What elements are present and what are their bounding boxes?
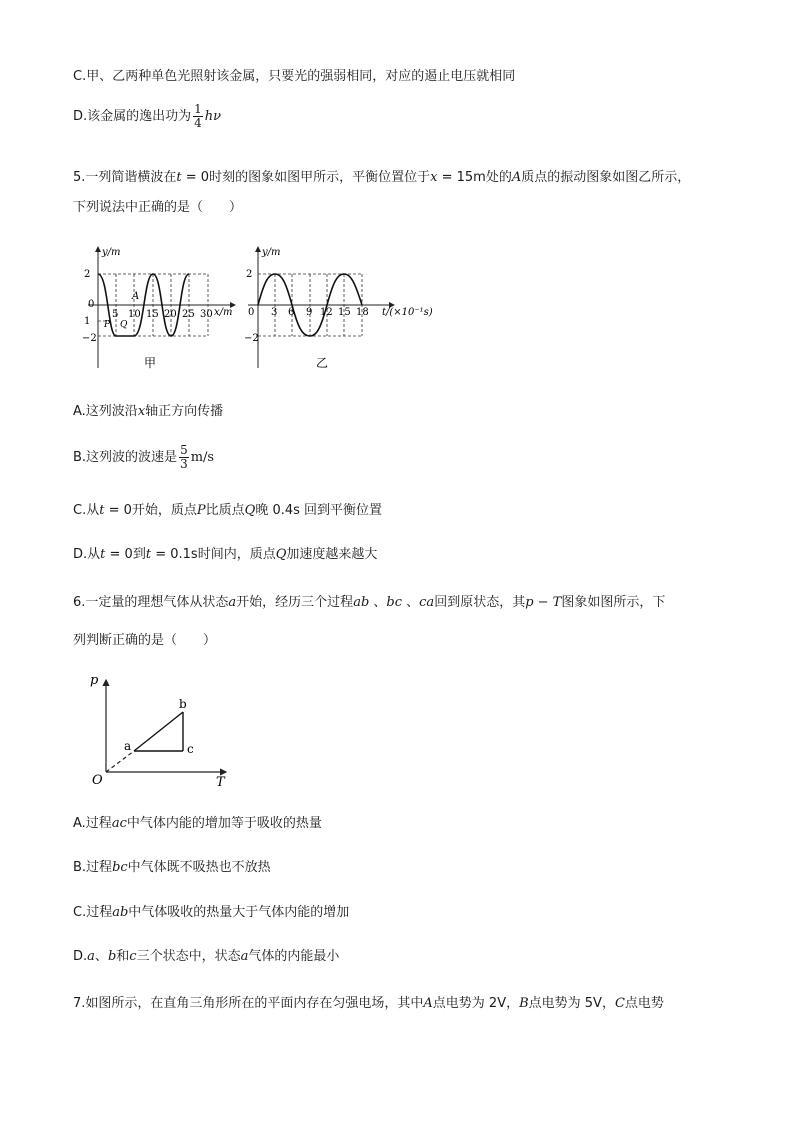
point-A-label: A: [132, 291, 140, 302]
option-text: C.从: [73, 503, 100, 518]
unit-text: m/s: [190, 450, 215, 465]
state-a-label: a: [124, 739, 132, 753]
t-axis-label: t/(×10⁻¹s): [382, 307, 433, 318]
q5-stem-line2: [73, 199, 242, 217]
y-axis-label: y/m: [102, 247, 121, 258]
option-text: 中气体吸收的热量大于气体内能的增加: [128, 905, 350, 920]
t-tick: 18: [356, 307, 369, 318]
q5-option-d: [73, 546, 377, 564]
q7-stem-line1: [73, 995, 664, 1013]
option-text: 和: [116, 949, 130, 964]
fraction-denominator: 3: [180, 457, 188, 471]
q6-stem-text: 6.一定量的理想气体从状态: [73, 595, 229, 610]
q5-option-b-fraction: [179, 444, 189, 471]
var-A: A: [511, 170, 522, 185]
state-c-label: c: [187, 742, 194, 756]
point-Q-label: Q: [120, 320, 128, 330]
option-text: D.: [73, 949, 88, 964]
var-a: a: [228, 595, 237, 610]
figure-caption-yi: 乙: [316, 356, 329, 370]
q5-option-b: [73, 444, 214, 471]
option-text: 开始，质点: [131, 503, 197, 518]
var-bc: bc: [112, 860, 128, 875]
separator: 、: [369, 595, 387, 610]
y-tick-2: 2: [84, 269, 91, 280]
y-tick-neg2: −2: [82, 333, 97, 344]
option-text: C.过程: [73, 905, 113, 920]
q5-stem-text: 5.一列简谐横波在: [73, 170, 177, 185]
var-pT: p − T: [525, 595, 562, 610]
x-axis-label: x/m: [214, 307, 233, 318]
var-t: t: [176, 170, 182, 185]
p-axis-label: p: [90, 673, 99, 688]
var-Q: Q: [275, 547, 287, 562]
t-tick: 15: [338, 307, 351, 318]
origin-label: 0: [88, 299, 95, 310]
y-tick-1: 1: [84, 316, 91, 327]
separator: 、: [402, 595, 420, 610]
y-tick-neg2: −2: [244, 333, 259, 344]
var-c: c: [129, 949, 137, 964]
var-t: t: [100, 547, 106, 562]
q5-figure-jia: [80, 243, 240, 373]
var-Q: Q: [244, 503, 256, 518]
var-bc: bc: [386, 595, 403, 610]
t-tick: 6: [288, 307, 295, 318]
y-axis-label: y/m: [262, 247, 281, 258]
var-P: P: [196, 503, 206, 518]
separator: 、: [94, 949, 108, 964]
q6-stem-line2: [73, 632, 216, 650]
state-b-label: b: [179, 697, 187, 711]
process-ab: [134, 712, 183, 751]
x-tick: 20: [164, 309, 177, 320]
q5-option-c: [73, 502, 382, 520]
q4-option-d-text: D.该金属的逸出功为: [73, 109, 192, 124]
option-text: 中气体既不吸热也不放热: [127, 860, 271, 875]
t-tick: 12: [320, 307, 333, 318]
value-15m: = 15m: [437, 170, 486, 185]
origin-label: O: [92, 773, 103, 788]
value-zero: = 0: [104, 503, 132, 518]
q5-option-a: [73, 403, 223, 421]
q6-option-a: [73, 815, 322, 833]
option-text: B.过程: [73, 860, 113, 875]
var-ab: ab: [353, 595, 370, 610]
var-A: A: [423, 996, 433, 1011]
point-P-label: P: [104, 320, 111, 330]
fraction-numerator: 5: [180, 443, 188, 457]
var-b: b: [107, 949, 117, 964]
fraction-denominator: 4: [194, 116, 202, 130]
var-B: B: [519, 996, 529, 1011]
value-zero: = 0: [105, 547, 133, 562]
q4-option-d: [73, 103, 221, 130]
figure-caption-jia: 甲: [144, 356, 157, 370]
q6-stem-text: 回到原状态，其: [434, 595, 526, 610]
y-tick-2: 2: [246, 269, 253, 280]
var-ca: ca: [419, 595, 435, 610]
option-text: 时间内，质点: [197, 547, 276, 562]
var-x: x: [430, 170, 438, 185]
fraction-numerator: 1: [194, 102, 202, 116]
x-tick: 25: [182, 309, 195, 320]
value-zero: = 0: [181, 170, 210, 185]
q6-option-b: [73, 859, 271, 877]
option-text: D.从: [73, 547, 101, 562]
var-t: t: [145, 547, 152, 562]
option-text: B.这列波的波速是: [73, 450, 178, 465]
x-tick: 10: [128, 309, 141, 320]
value-0-1s: = 0.1s: [151, 547, 198, 562]
q4-option-d-fraction: [193, 103, 203, 130]
x-tick: 30: [200, 309, 213, 320]
t-tick: 3: [271, 307, 278, 318]
q6-option-c: [73, 904, 349, 922]
option-text: 比质点: [205, 503, 245, 518]
var-a: a: [240, 949, 249, 964]
option-text: 三个状态中，状态: [136, 949, 241, 964]
q5-figure-yi: [244, 243, 444, 373]
q7-stem-text: 点电势为 2V，: [432, 996, 520, 1011]
q7-stem-text: 7.如图所示，在直角三角形所在的平面内存在匀强电场，其中: [73, 996, 424, 1011]
origin-label: 0: [248, 307, 255, 318]
option-text: 气体的内能最小: [248, 949, 340, 964]
option-text: A.这列波沿: [73, 404, 138, 419]
var-x: x: [137, 404, 146, 419]
q4-option-c: [73, 68, 515, 86]
q4-option-d-expr: hν: [204, 109, 222, 124]
var-ac: ac: [111, 816, 127, 831]
option-text: 轴正方向传播: [145, 404, 224, 419]
T-axis-label: T: [216, 775, 225, 790]
q6-stem-text: 图象如图所示，下: [561, 595, 666, 610]
var-a: a: [87, 949, 95, 964]
q6-stem-text: 开始，经历三个过程: [236, 595, 354, 610]
var-C: C: [614, 996, 625, 1011]
option-text: 晚 0.4s 回到平衡位置: [255, 503, 383, 518]
q6-option-d: [73, 948, 339, 966]
q7-stem-text: 点电势为 5V，: [528, 996, 615, 1011]
var-ab: ab: [112, 905, 129, 920]
option-text: A.过程: [73, 816, 112, 831]
extension-line: [106, 751, 134, 772]
q6-stem-line1: [73, 594, 665, 612]
x-tick: 15: [146, 309, 159, 320]
option-text: 加速度越来越大: [286, 547, 378, 562]
t-tick: 9: [306, 307, 313, 318]
q5-stem-line1: [73, 169, 690, 187]
q6-stem-text: 列判断正确的是（ ）: [73, 633, 217, 648]
option-text: 到: [132, 547, 146, 562]
q5-stem-text: 时刻的图象如图甲所示，平衡位置位于: [209, 170, 431, 185]
q5-stem-text: 质点的振动图象如图乙所示，: [521, 170, 691, 185]
x-tick: 5: [112, 309, 119, 320]
option-text: 中气体内能的增加等于吸收的热量: [126, 816, 322, 831]
q7-stem-text: 点电势: [624, 996, 664, 1011]
q5-stem-text: 下列说法中正确的是（ ）: [73, 200, 243, 215]
var-t: t: [99, 503, 105, 518]
q6-pT-figure: [86, 670, 236, 790]
q4-option-c-text: C.甲、乙两种单色光照射该金属，只要光的强弱相同，对应的遏止电压就相同: [73, 69, 516, 84]
q5-stem-text: 处的: [485, 170, 512, 185]
